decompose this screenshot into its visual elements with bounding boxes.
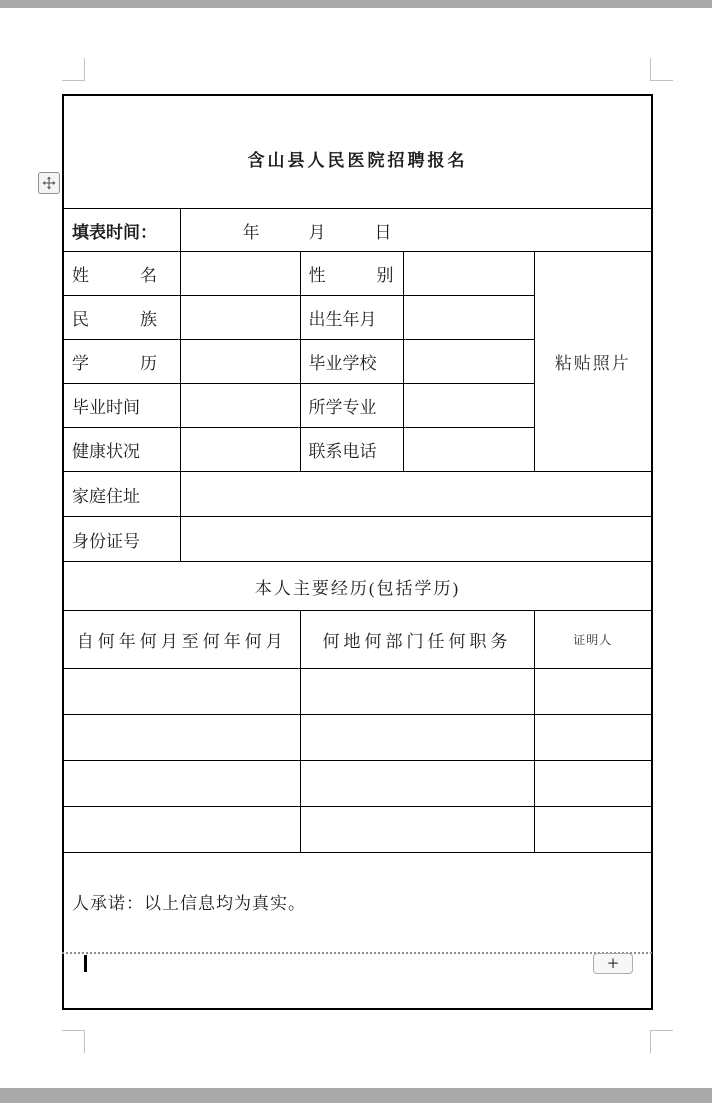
margin-crop-mark-top-left [62, 58, 85, 81]
education-input-cell[interactable] [180, 340, 300, 384]
id-number-input-cell[interactable] [180, 517, 652, 562]
application-form-table [62, 94, 653, 1010]
margin-crop-mark-bottom-left [62, 1030, 85, 1053]
ethnicity-input-cell[interactable] [180, 296, 300, 340]
declaration-text: 人承诺：以上信息均为真实。 [63, 853, 652, 1010]
form-title: 含山县人民医院招聘报名 [63, 95, 652, 209]
experience-header-period: 自何年何月至何年何月 [63, 611, 300, 669]
gender-input-cell[interactable] [403, 252, 534, 296]
experience-position-input-cell[interactable] [300, 761, 534, 807]
birth-date-input-cell[interactable] [403, 296, 534, 340]
id-number-label: 身份证号 [63, 517, 180, 562]
experience-header-position: 何地何部门任何职务 [300, 611, 534, 669]
margin-crop-mark-bottom-right [650, 1030, 673, 1053]
birth-date-label: 出生年月 [300, 296, 403, 340]
experience-reference-input-cell[interactable] [534, 715, 652, 761]
move-cross-icon [42, 176, 56, 190]
graduation-time-label: 毕业时间 [63, 384, 180, 428]
home-address-label: 家庭住址 [63, 472, 180, 517]
experience-reference-input-cell[interactable] [534, 807, 652, 853]
add-page-button[interactable] [593, 953, 633, 974]
health-status-input-cell[interactable] [180, 428, 300, 472]
experience-position-input-cell[interactable] [300, 807, 534, 853]
graduation-school-label: 毕业学校 [300, 340, 403, 384]
phone-input-cell[interactable] [403, 428, 534, 472]
experience-reference-input-cell[interactable] [534, 669, 652, 715]
page-break-dashed-line [62, 952, 652, 954]
health-status-label: 健康状况 [63, 428, 180, 472]
name-label: 姓 名 [63, 252, 180, 296]
experience-header-reference: 证明人 [534, 611, 652, 669]
table-move-handle[interactable] [38, 172, 60, 194]
experience-row [63, 807, 652, 853]
graduation-time-input-cell[interactable] [180, 384, 300, 428]
text-cursor [84, 955, 87, 972]
fill-date-input-cell[interactable]: 年 月 日 [180, 209, 652, 252]
plus-icon: + [606, 954, 620, 972]
experience-period-input-cell[interactable] [63, 715, 300, 761]
experience-period-input-cell[interactable] [63, 669, 300, 715]
photo-cell[interactable]: 粘贴照片 [534, 252, 652, 472]
phone-label: 联系电话 [300, 428, 403, 472]
home-address-input-cell[interactable] [180, 472, 652, 517]
fill-date-label: 填表时间： [63, 209, 180, 252]
margin-crop-mark-top-right [650, 58, 673, 81]
experience-period-input-cell[interactable] [63, 761, 300, 807]
major-label: 所学专业 [300, 384, 403, 428]
page [0, 8, 712, 1088]
experience-row [63, 761, 652, 807]
experience-position-input-cell[interactable] [300, 715, 534, 761]
experience-position-input-cell[interactable] [300, 669, 534, 715]
experience-period-input-cell[interactable] [63, 807, 300, 853]
gender-label: 性 别 [300, 252, 403, 296]
major-input-cell[interactable] [403, 384, 534, 428]
ethnicity-label: 民 族 [63, 296, 180, 340]
name-input-cell[interactable] [180, 252, 300, 296]
experience-row [63, 669, 652, 715]
experience-row [63, 715, 652, 761]
experience-section-title: 本人主要经历(包括学历) [63, 562, 652, 611]
education-label: 学 历 [63, 340, 180, 384]
experience-reference-input-cell[interactable] [534, 761, 652, 807]
graduation-school-input-cell[interactable] [403, 340, 534, 384]
